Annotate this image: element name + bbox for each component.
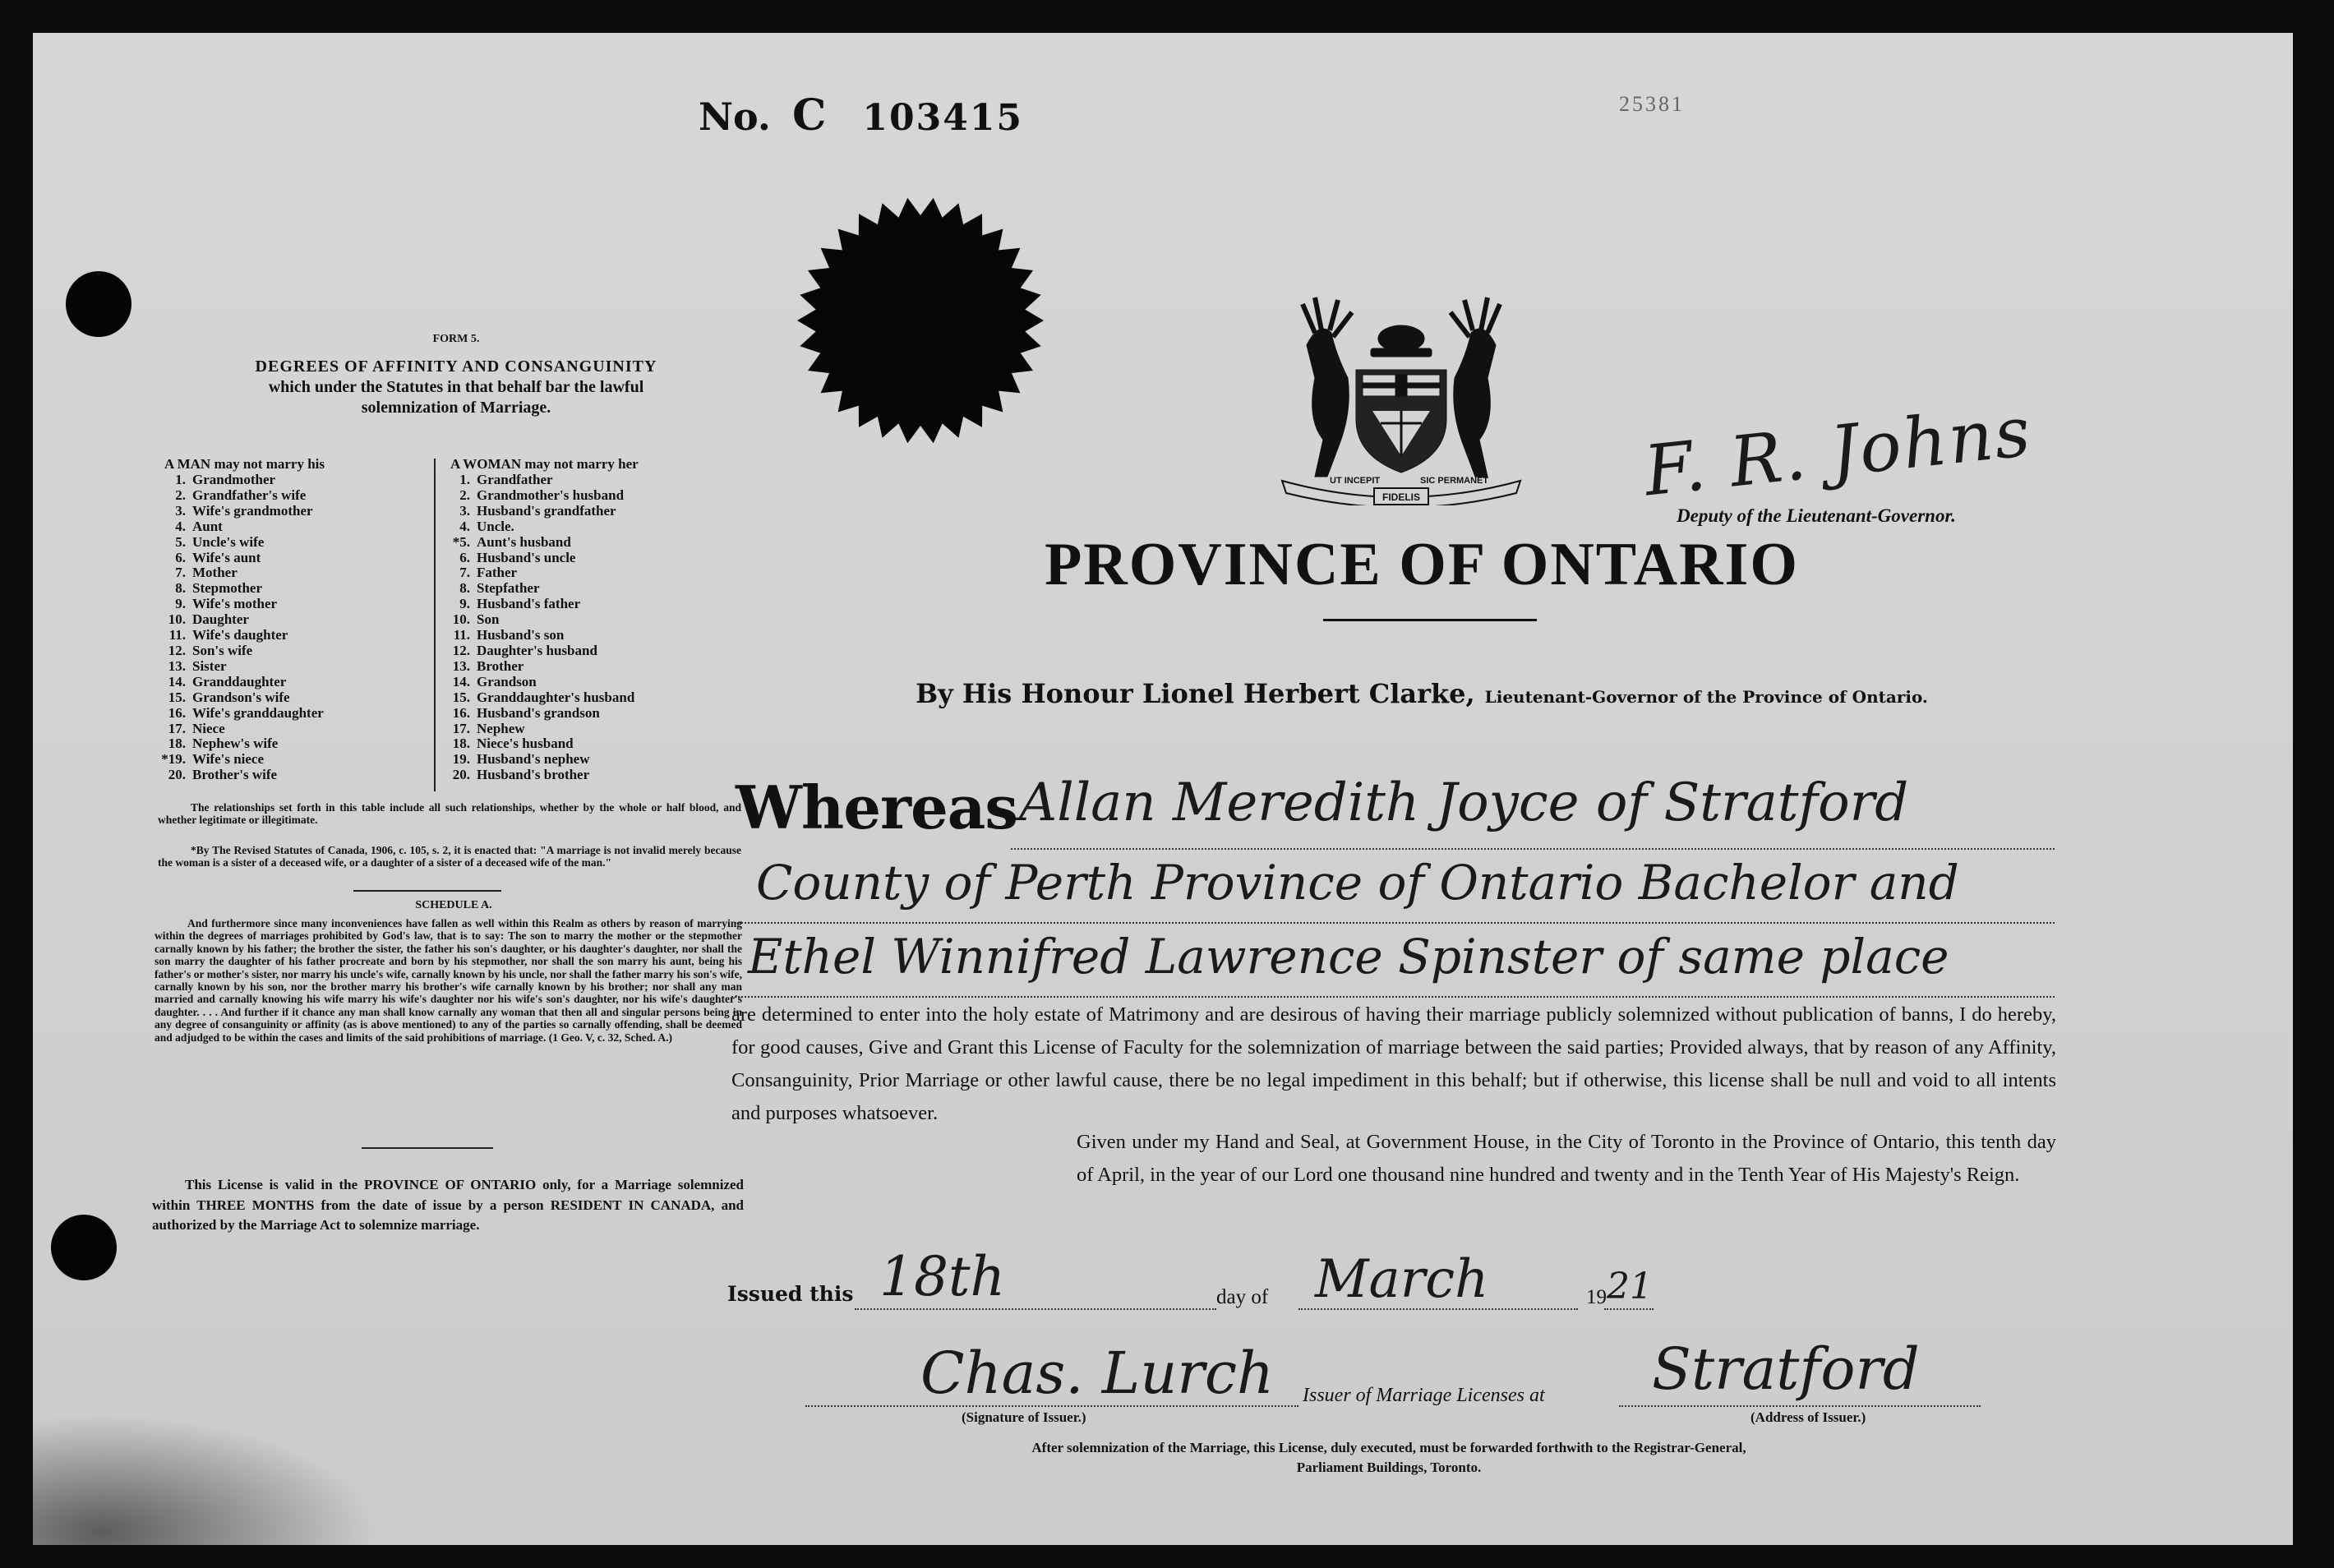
validity-text: This License is valid in the PROVINCE OF ONTARIO only, for a Marriage solemnized within THREE MONTHS from the date of issue by a person RESIDENT IN CANADA, and authorized by the Marriage Act to solemnize marriage. (152, 1177, 744, 1233)
list-item: 14. Grandson (452, 673, 537, 689)
bear-icon (1378, 325, 1424, 352)
affinity-subtitle-2: solemnization of Marriage. (361, 399, 551, 417)
corner-stamp: 25381 (1619, 92, 1685, 116)
list-item: 10. Son (452, 611, 500, 628)
woman-prohibited-list (442, 473, 634, 783)
given-clause: Given under my Hand and Seal, at Government House, in the City of Toronto in the Province of Ontario, this tenth day of April, in the year of our Lord one thousand nine hundred and twenty and in the Tenth Year of His Majesty's Reign. (1077, 1131, 2056, 1186)
list-item: 11. Husband's son (453, 627, 565, 643)
ontario-crest-icon (1257, 288, 1545, 505)
motto-bottom: FIDELIS (1381, 491, 1421, 503)
signature-label: (Signature of Issuer.) (962, 1409, 1086, 1425)
list-item: 16. Husband's grandson (452, 704, 600, 721)
list-item: 15. Granddaughter's husband (452, 689, 635, 705)
license-number (699, 90, 1023, 141)
title-rule (1323, 619, 1537, 621)
footer-line-2: Parliament Buildings, Toronto. (1296, 1460, 1482, 1475)
list-item: 20. Brother's wife (168, 767, 278, 783)
list-item: 7. Mother (175, 565, 238, 581)
marriage-license-document (33, 33, 2293, 1545)
man-list-heading: A MAN may not marry his (164, 456, 325, 472)
schedule-title: SCHEDULE A. (415, 899, 492, 911)
list-item: 4. Aunt (175, 518, 223, 534)
footer-line-1: After solemnization of the Marriage, this License, duly executed, must be forwarded forthwith to the Registrar-General, (1031, 1440, 1746, 1455)
schedule-text: And furthermore since many inconveniences have fallen as well within this Realm as others by reason of marrying within the degrees of marriages prohibited by God's law, that is to say: The son to marry the mother or the stepmother carnally known by his father; the brother the sister, the father his son's daughter, or his daughter's daughter, nor shall the son marry the daughter of his father procreate and born by his stepmother, nor shall the son marry his aunt, being his father's or mother's sister, nor marry his uncle's wife, carnally known by his uncle, nor shall the father marry his son's wife, carnally known by his son, nor the brother marry his brother's wife carnally known by his brother; nor shall any man married and carnally knowing his wife marry his wife's daughter nor his wife's son's daughter, nor his wife's daughter's daughter. . . . And further if it chance any man shall know carnally any woman that then all and singular persons being in any degree of consanguinity or affinity (as is above mentioned) to any of the parties so carnally offending, shall be deemed and adjudged to be within the cases and limits of the said prohibitions of marriage. (1 Geo. V, c. 32, Sched. A.) (155, 917, 742, 1044)
name-line-1 (1011, 848, 2055, 850)
list-item: 19. Husband's nephew (452, 751, 590, 768)
list-item: 2. Grandmother's husband (459, 487, 625, 503)
issued-month: March (1315, 1249, 1489, 1310)
list-item: 11. Wife's daughter (168, 627, 288, 643)
issued-year: 21 (1607, 1266, 1653, 1307)
list-item: 17. Nephew (452, 720, 525, 736)
honour-prefix: By His Honour Lionel Herbert Clarke, (916, 678, 1475, 709)
list-item: 17. Niece (168, 720, 225, 736)
day-line (855, 1308, 1216, 1310)
list-item: 1. Grandmother (175, 472, 276, 487)
number-label: No. (699, 95, 771, 139)
punch-hole (66, 271, 131, 337)
list-item: 8. Stepfather (459, 580, 540, 597)
name-line-2 (731, 922, 2055, 924)
issued-day: 18th (879, 1245, 1006, 1308)
list-item: 16. Wife's granddaughter (168, 704, 324, 721)
list-item: 13. Brother (452, 657, 524, 674)
issuer-label: Issuer of Marriage Licenses at (1303, 1385, 1545, 1406)
place-line (1619, 1405, 1981, 1407)
whereas-heading: Whereas (736, 772, 1017, 842)
list-item: 15. Grandson's wife (168, 689, 290, 705)
list-item: 1. Grandfather (459, 472, 553, 487)
list-item: 3. Husband's grandfather (459, 502, 616, 519)
affinity-subtitle: which under the Statutes in that behalf bar the lawful (268, 378, 644, 396)
list-item: 2. Grandfather's wife (175, 487, 307, 503)
motto-left: UT INCEPIT (1330, 476, 1381, 486)
relationships-note: The relationships set forth in this table include all such relationships, whether by the whole or half blood, and whether legitimate or illegitimate. (158, 801, 741, 827)
issued-label: Issued this (727, 1282, 854, 1306)
number-value: 103415 (862, 97, 1024, 139)
list-item: 18. Niece's husband (452, 736, 574, 752)
year-line (1604, 1308, 1654, 1310)
list-divider (434, 459, 436, 791)
list-item: 18. Nephew's wife (168, 736, 279, 752)
honour-suffix: Lieutenant-Governor of the Province of Ontario. (1484, 687, 1928, 707)
list-item: 6. Husband's uncle (459, 549, 576, 565)
divider (362, 1147, 493, 1149)
issuer-signature: Chas. Lurch (920, 1340, 1275, 1407)
motto-right: SIC PERMANET (1420, 476, 1489, 486)
license-body: are determined to enter into the holy estate of Matrimony and are desirous of having their marriage publicly solemnized without publication of banns, I do hereby, for good causes, Give and Grant this License of Faculty for the solemnization of marriage between the said parties; Provided always, that by reason of any Affinity, Consanguinity, Prior Marriage or other lawful cause, there be no legal impediment in this behalf; but if otherwise, this license shall be null and void to all intents and purposes whatsoever. (731, 1003, 2056, 1124)
name-line-3 (731, 996, 2055, 998)
parties-line-1: Allan Meredith Joyce of Stratford (1019, 772, 1909, 833)
parties-line-2: County of Perth Province of Ontario Bachelor and (756, 855, 1959, 911)
issuer-place: Stratford (1652, 1335, 1920, 1403)
signature-line (805, 1405, 1298, 1407)
address-label: (Address of Issuer.) (1750, 1409, 1866, 1425)
list-item: 5. Uncle's wife (175, 533, 265, 550)
deputy-title: Deputy of the Lieutenant-Governor. (1677, 505, 1956, 526)
affinity-title: DEGREES OF AFFINITY AND CONSANGUINITY (255, 357, 657, 376)
document-title: PROVINCE OF ONTARIO (1045, 531, 1799, 598)
list-item: 9. Husband's father (459, 596, 581, 612)
list-item: 13. Sister (168, 657, 227, 674)
list-item: 4. Uncle. (459, 518, 514, 534)
list-item: 12. Son's wife (168, 642, 253, 658)
list-item: 3. Wife's grandmother (175, 502, 313, 519)
wax-seal-icon (793, 193, 1048, 448)
list-item: *5. Aunt's husband (452, 533, 571, 550)
divider (353, 890, 501, 892)
parties-line-3: Ethel Winnifred Lawrence Spinster of same place (748, 929, 1949, 985)
number-series: C (791, 90, 827, 141)
list-item: 10. Daughter (168, 611, 249, 628)
man-prohibited-list (158, 473, 324, 783)
list-item: 7. Father (459, 565, 518, 581)
list-item: 9. Wife's mother (175, 596, 278, 612)
honour-line (846, 678, 1997, 709)
punch-hole (51, 1215, 117, 1280)
deputy-signature: F. R. Johns (1640, 390, 2036, 512)
list-item: 8. Stepmother (175, 580, 262, 597)
list-item: 6. Wife's aunt (175, 549, 261, 565)
year-prefix: 19 (1586, 1286, 1607, 1308)
form-number: FORM 5. (432, 333, 480, 345)
woman-list-heading: A WOMAN may not marry her (450, 456, 639, 472)
list-item: *19. Wife's niece (161, 751, 265, 768)
list-item: 20. Husband's brother (452, 767, 590, 783)
day-of-label: day of (1216, 1286, 1269, 1308)
statute-note: *By The Revised Statutes of Canada, 1906, c. 105, s. 2, it is enacted that: "A marriage is not invalid merely because the woman is a sister of a deceased wife, or a daughter of a sister of a deceased wife of the man." (158, 844, 741, 869)
list-item: 14. Granddaughter (168, 673, 287, 689)
smudge (33, 1414, 378, 1545)
list-item: 12. Daughter's husband (452, 642, 597, 658)
